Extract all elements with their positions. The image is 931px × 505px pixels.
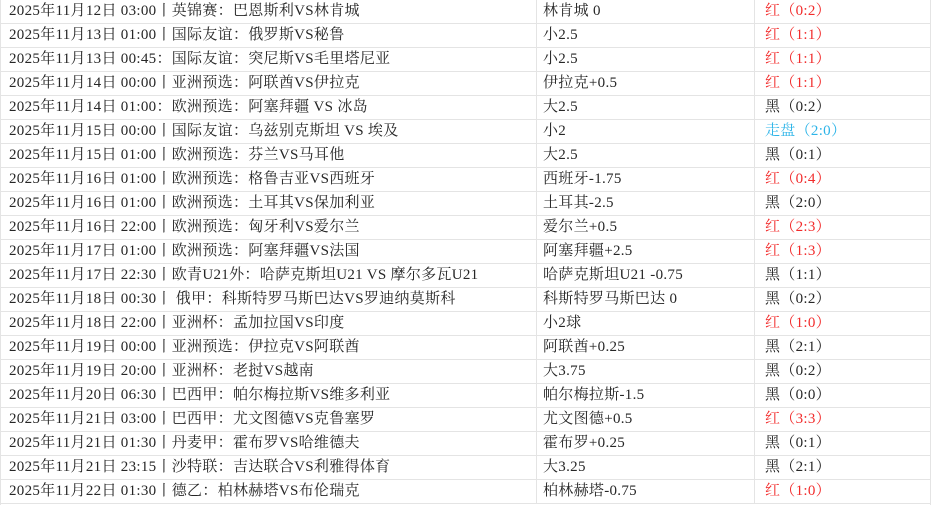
result-badge: 黑（2:1）	[765, 459, 831, 475]
table-row	[1, 432, 930, 456]
match-info: 2025年11月21日 01:30丨丹麦甲：霍布罗VS哈维德夫	[1, 432, 537, 455]
table-row	[1, 96, 930, 120]
table-row	[1, 288, 930, 312]
result-badge: 走盘（2:0）	[765, 123, 847, 139]
result-badge: 红（1:1）	[765, 75, 831, 91]
handicap-pick: 小2.5	[537, 24, 755, 47]
handicap-pick: 霍布罗+0.25	[537, 432, 755, 455]
table-row	[1, 336, 930, 360]
match-info: 2025年11月17日 22:30丨欧青U21外：哈萨克斯坦U21 VS 摩尔多瓦U21	[1, 264, 537, 287]
table-row	[1, 480, 930, 504]
result-badge: 红（1:0）	[765, 315, 831, 331]
handicap-pick: 大3.25	[537, 456, 755, 479]
result-badge: 黑（0:2）	[765, 291, 831, 307]
table-row	[1, 192, 930, 216]
table-row	[1, 120, 930, 144]
result-badge: 红（1:0）	[765, 483, 831, 499]
match-info: 2025年11月12日 03:00丨英锦赛：巴恩斯利VS林肯城	[1, 0, 537, 23]
table-row	[1, 48, 930, 72]
match-info: 2025年11月16日 01:00丨欧洲预选：土耳其VS保加利亚	[1, 192, 537, 215]
handicap-pick: 西班牙-1.75	[537, 168, 755, 191]
handicap-pick: 大2.5	[537, 144, 755, 167]
match-info: 2025年11月16日 01:00丨欧洲预选：格鲁吉亚VS西班牙	[1, 168, 537, 191]
result-badge: 红（1:1）	[765, 27, 831, 43]
handicap-pick: 小2.5	[537, 48, 755, 71]
handicap-pick: 大2.5	[537, 96, 755, 119]
handicap-pick: 小2	[537, 120, 755, 143]
table-row	[1, 360, 930, 384]
match-info: 2025年11月13日 00:45：国际友谊：突尼斯VS毛里塔尼亚	[1, 48, 537, 71]
handicap-pick: 爱尔兰+0.5	[537, 216, 755, 239]
handicap-pick: 阿塞拜疆+2.5	[537, 240, 755, 263]
result-badge: 红（2:3）	[765, 219, 831, 235]
result-badge: 红（3:3）	[765, 411, 831, 427]
match-info: 2025年11月19日 20:00丨亚洲杯：老挝VS越南	[1, 360, 537, 383]
match-info: 2025年11月14日 00:00丨亚洲预选：阿联酋VS伊拉克	[1, 72, 537, 95]
result-badge: 黑（0:1）	[765, 147, 831, 163]
match-info: 2025年11月15日 00:00丨国际友谊：乌兹别克斯坦 VS 埃及	[1, 120, 537, 143]
table-row	[1, 72, 930, 96]
result-badge: 黑（0:2）	[765, 363, 831, 379]
table-row	[1, 408, 930, 432]
table-row	[1, 456, 930, 480]
match-info: 2025年11月18日 00:30丨 俄甲：科斯特罗马斯巴达VS罗迪纳莫斯科	[1, 288, 537, 311]
result-badge: 黑（2:1）	[765, 339, 831, 355]
match-info: 2025年11月22日 01:30丨德乙：柏林赫塔VS布伦瑞克	[1, 480, 537, 503]
table-row	[1, 240, 930, 264]
handicap-pick: 阿联酋+0.25	[537, 336, 755, 359]
handicap-pick: 小2球	[537, 312, 755, 335]
match-info: 2025年11月18日 22:00丨亚洲杯：孟加拉国VS印度	[1, 312, 537, 335]
table-row	[1, 216, 930, 240]
handicap-pick: 哈萨克斯坦U21 -0.75	[537, 264, 755, 287]
handicap-pick: 林肯城 0	[537, 0, 755, 23]
result-badge: 黑（0:2）	[765, 99, 831, 115]
handicap-pick: 尤文图德+0.5	[537, 408, 755, 431]
table-row	[1, 24, 930, 48]
handicap-pick: 土耳其-2.5	[537, 192, 755, 215]
table-row	[1, 144, 930, 168]
result-badge: 红（1:1）	[765, 51, 831, 67]
result-badge: 红（0:4）	[765, 171, 831, 187]
table-row	[1, 0, 930, 24]
result-badge: 黑（0:1）	[765, 435, 831, 451]
match-info: 2025年11月19日 00:00丨亚洲预选：伊拉克VS阿联酋	[1, 336, 537, 359]
table-row	[1, 312, 930, 336]
handicap-pick: 帕尔梅拉斯-1.5	[537, 384, 755, 407]
result-badge: 黑（1:1）	[765, 267, 831, 283]
table-row	[1, 168, 930, 192]
table-row	[1, 264, 930, 288]
handicap-pick: 科斯特罗马斯巴达 0	[537, 288, 755, 311]
match-info: 2025年11月20日 06:30丨巴西甲：帕尔梅拉斯VS维多利亚	[1, 384, 537, 407]
match-info: 2025年11月14日 01:00：欧洲预选：阿塞拜疆 VS 冰岛	[1, 96, 537, 119]
match-info: 2025年11月21日 23:15丨沙特联：吉达联合VS利雅得体育	[1, 456, 537, 479]
match-info: 2025年11月17日 01:00丨欧洲预选：阿塞拜疆VS法国	[1, 240, 537, 263]
match-info: 2025年11月15日 01:00丨欧洲预选：芬兰VS马耳他	[1, 144, 537, 167]
table-row	[1, 384, 930, 408]
result-badge: 红（1:3）	[765, 243, 831, 259]
handicap-pick: 伊拉克+0.5	[537, 72, 755, 95]
match-info: 2025年11月13日 01:00丨国际友谊：俄罗斯VS秘鲁	[1, 24, 537, 47]
match-info: 2025年11月16日 22:00丨欧洲预选：匈牙利VS爱尔兰	[1, 216, 537, 239]
handicap-pick: 大3.75	[537, 360, 755, 383]
result-badge: 黑（2:0）	[765, 195, 831, 211]
match-info: 2025年11月21日 03:00丨巴西甲：尤文图德VS克鲁塞罗	[1, 408, 537, 431]
handicap-pick: 柏林赫塔-0.75	[537, 480, 755, 503]
result-badge: 黑（0:0）	[765, 387, 831, 403]
result-badge: 红（0:2）	[765, 3, 831, 19]
